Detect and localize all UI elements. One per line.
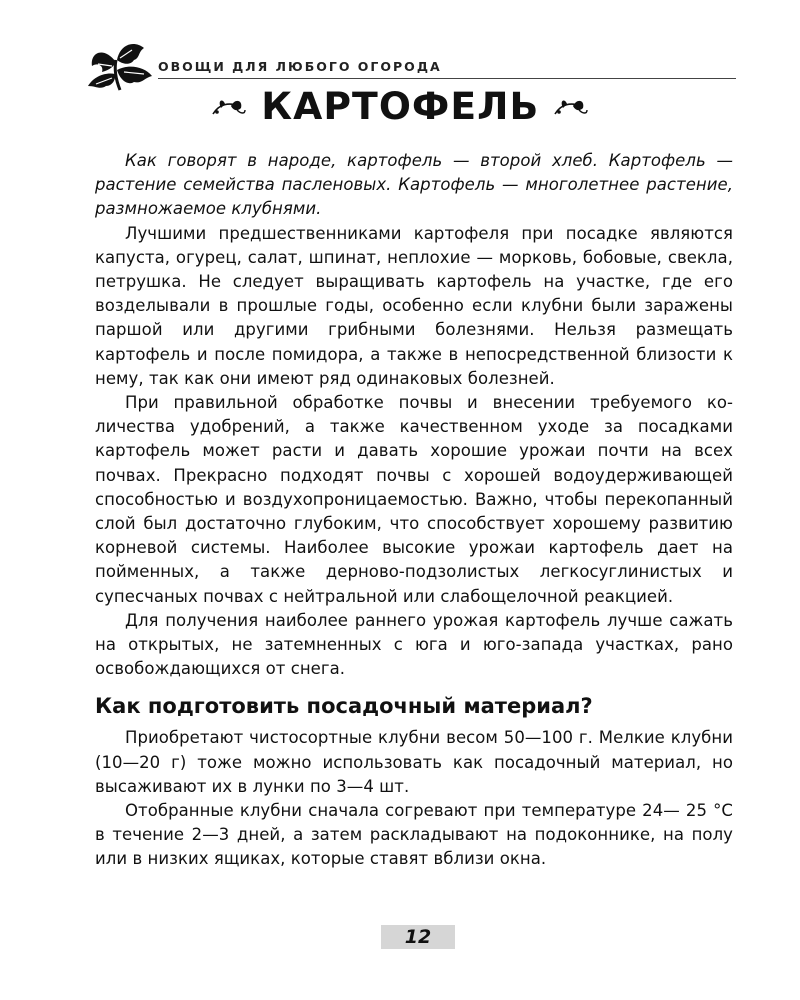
section-heading: Как подготовить посадочный материал? — [95, 694, 593, 719]
body-paragraph: Отобранные клубни сначала согревают при температуре 24— 25 °С в течение 2—3 дней, а затем раскладывают на подоконнике, на полу или в низких ящиках, которые ставят вблизи окна. — [95, 801, 733, 869]
running-title: ОВОЩИ ДЛЯ ЛЮБОГО ОГОРОДА — [158, 59, 442, 74]
chapter-title: КАРТОФЕЛЬ — [260, 85, 540, 128]
header-divider — [158, 78, 736, 79]
body-paragraph: Лучшими предшественниками картофеля при посадке являются капуста, огурец, салат, шпинат, неплохие — морковь, бобовые, свекла, петрушка. Не следует выращивать картофель на участке, где его возделывали в прошлые годы, особенно если клубни были заражены паршой или другими грибными болезнями. Нельзя размещать картофель и после помидора, а также в непосредственной близости к нему, так как они имеют ряд одинаковых болезней. — [95, 223, 733, 388]
body-paragraph: Приобретают чистосортные клубни весом 50—100 г. Мелкие клубни (10—20 г) тоже можно использовать как посадочный материал, но высаживают их в лунки по 3—4 шт. — [95, 728, 733, 796]
page-number: 12 — [404, 926, 432, 948]
running-header — [86, 40, 736, 90]
page-body — [95, 149, 733, 872]
body-paragraph: При правильной обработке почвы и внесении требуемого количества удобрений, а также качественном уходе за посадками картофель может расти и давать хорошие урожаи почти на всех почвах. Прекрасно подходят почвы с хорошей водоудерживающей способностью и воздухопроницаемостью. Важно, чтобы перекопанный слой был достаточно глубоким, что способствует хорошему развитию корневой системы. Наиболее высокие урожаи картофель дает на пойменных, а также дерново-подзолистых легкосуглинистых и супесчаных почвах с нейтральной или слабощелочной реакцией. — [95, 393, 733, 606]
page-number-badge — [381, 925, 455, 949]
body-paragraph: Для получения наиболее раннего урожая картофель лучше сажать на открытых, не затемненных с юга и юго-запада участках, рано освобождающихся от снега. — [95, 610, 733, 679]
vine-ornament-icon — [211, 96, 247, 118]
vine-ornament-icon — [553, 96, 589, 118]
chapter-heading — [0, 85, 800, 131]
intro-paragraph: Как говорят в народе, картофель — второй хлеб. Картофель — растение семейства пасленовых. Картофель — многолетнее растение, размножаемое клубнями. — [95, 151, 733, 219]
